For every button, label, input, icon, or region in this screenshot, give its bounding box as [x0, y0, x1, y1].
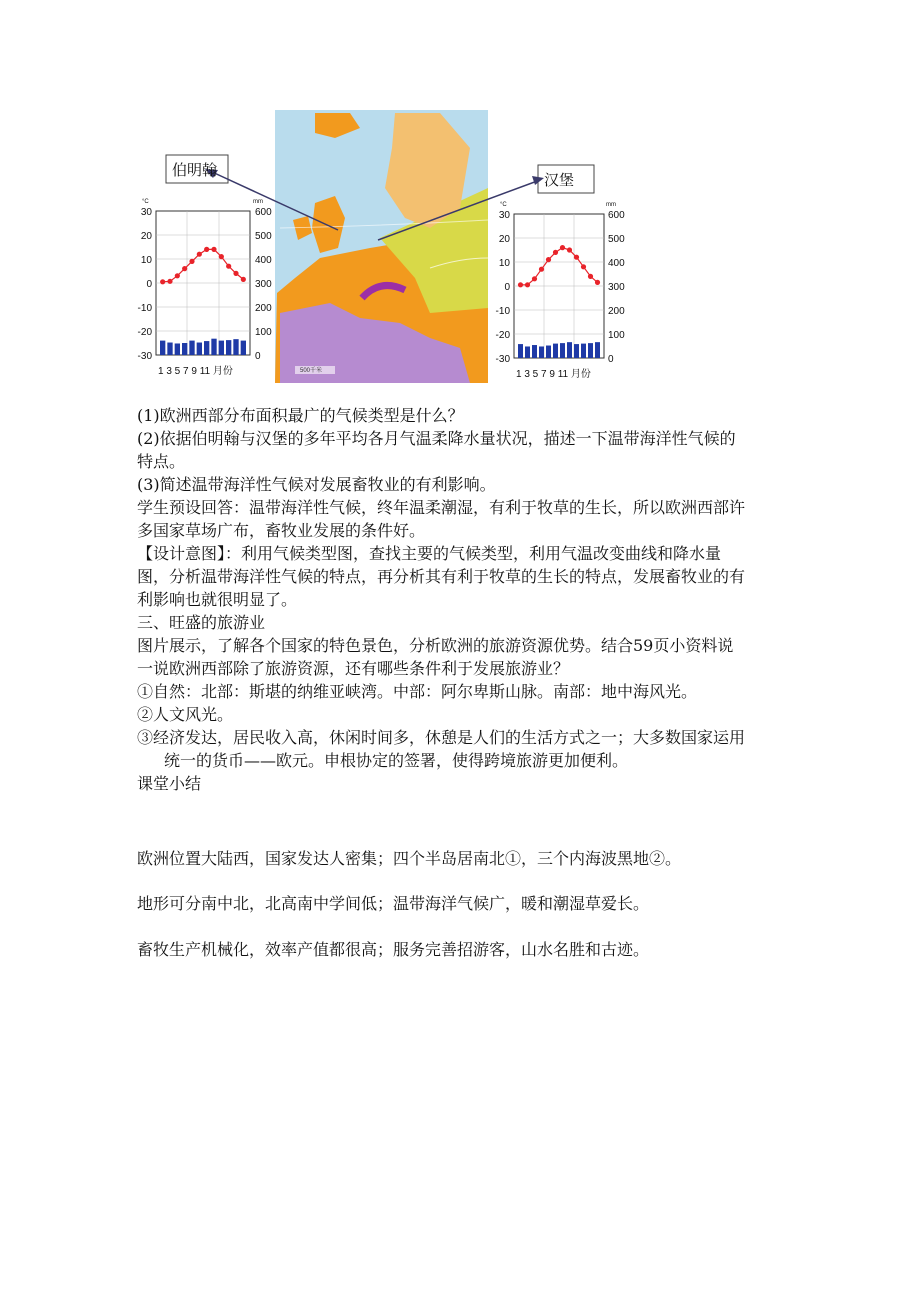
precipitation-bar — [546, 346, 551, 358]
design-intent-continued: 图，分析温带海洋性气候的特点，再分析其有利于牧草的生长的特点，发展畜牧业的有 — [137, 567, 746, 586]
precipitation-bar — [182, 343, 187, 355]
precipitation-bar — [241, 341, 246, 355]
temp-tick: 30 — [498, 210, 510, 221]
precipitation-bar — [581, 344, 586, 358]
precipitation-bar — [167, 343, 172, 355]
temperature-point — [518, 282, 523, 287]
hamburg-label: 汉堡 — [544, 172, 575, 189]
student-answer-continued: 多国家草场广布，畜牧业发展的条件好。 — [137, 521, 426, 540]
precip-tick: 600 — [255, 207, 272, 218]
temperature-point — [539, 267, 544, 272]
precipitation-bar — [518, 344, 523, 358]
temperature-point — [241, 277, 246, 282]
design-intent: 【设计意图】：利用气候类型图，查找主要的气候类型，利用气温改变曲线和降水量 — [137, 544, 722, 563]
tourism-intro: 图片展示，了解各个国家的特色景色，分析欧洲的旅游资源优势。结合59页小资料说 — [137, 636, 734, 655]
precipitation-bar — [588, 343, 593, 358]
precipitation-bar — [219, 341, 224, 355]
design-intent-end: 利影响也就很明显了。 — [137, 590, 298, 609]
precip-tick: 100 — [255, 327, 272, 338]
precipitation-bar — [532, 345, 537, 358]
summary-heading: 课堂小结 — [137, 774, 202, 793]
student-answer: 学生预设回答：温带海洋性气候，终年温柔潮湿，有利于牧草的生长，所以欧洲西部许 — [137, 498, 746, 517]
temp-tick: -10 — [495, 306, 510, 317]
temp-tick: -20 — [137, 327, 152, 338]
scale-bar-label: 500千米 — [300, 368, 323, 374]
birmingham-temp-axis — [138, 199, 153, 362]
tourism-point-3-continued: 统一的货币——欧元。申根协定的签署，使得跨境旅游更加便利。 — [164, 751, 629, 770]
temperature-point — [219, 254, 224, 259]
temp-tick: 30 — [140, 207, 152, 218]
temp-tick: 10 — [140, 255, 152, 266]
hamburg-month-axis: 1 3 5 7 9 11 月份 — [516, 369, 591, 380]
precip-tick: 0 — [608, 354, 614, 365]
tourism-point-2: ②人文风光。 — [137, 705, 234, 724]
temperature-point — [175, 273, 180, 278]
question-2-continued: 特点。 — [137, 452, 186, 471]
temperature-point — [160, 279, 165, 284]
precipitation-bar — [226, 340, 231, 355]
temp-tick: -10 — [137, 303, 152, 314]
temp-unit: °C — [142, 199, 149, 205]
temperature-point — [595, 280, 600, 285]
tourism-point-3: ③经济发达，居民收入高，休闲时间多，休憩是人们的生活方式之一；大多数国家运用 — [137, 728, 746, 747]
question-1: (1)欧洲西部分布面积最广的气候类型是什么？ — [137, 406, 464, 425]
birmingham-label: 伯明翰 — [172, 162, 218, 179]
temp-tick: -20 — [495, 330, 510, 341]
precip-tick: 100 — [608, 330, 625, 341]
temp-tick: -30 — [137, 351, 152, 362]
precip-tick: 400 — [255, 255, 272, 266]
temperature-point — [546, 257, 551, 262]
temp-tick: 0 — [504, 282, 510, 293]
hamburg-precip-axis — [606, 202, 625, 365]
precipitation-bar — [233, 339, 238, 355]
summary-verse: 地形可分南中北，北高南中学间低；温带海洋气候广，暖和潮湿草爱长。 — [137, 894, 650, 913]
temp-tick: 20 — [498, 234, 510, 245]
temp-tick: 10 — [498, 258, 510, 269]
precipitation-bar — [553, 344, 558, 358]
temperature-point — [553, 250, 558, 255]
summary-line-1 — [137, 847, 787, 870]
precip-unit: mm — [606, 202, 616, 208]
precip-tick: 300 — [255, 279, 272, 290]
temp-tick: 0 — [146, 279, 152, 290]
europe-climate-map — [275, 110, 488, 383]
question-3: (3)简述温带海洋性气候对发展畜牧业的有利影响。 — [137, 475, 496, 494]
precipitation-bar — [211, 339, 216, 355]
precipitation-bar — [567, 342, 572, 358]
birmingham-month-axis: 1 3 5 7 9 11 月份 — [158, 366, 233, 377]
precipitation-bar — [160, 341, 165, 355]
temperature-point — [189, 259, 194, 264]
temp-tick: 20 — [140, 231, 152, 242]
tourism-point-1: ①自然：北部：斯堪的纳维亚峡湾。中部：阿尔卑斯山脉。南部：地中海风光。 — [137, 682, 698, 701]
temperature-point — [567, 247, 572, 252]
precip-unit: mm — [253, 199, 263, 205]
temperature-point — [574, 255, 579, 260]
temperature-point — [197, 252, 202, 257]
birmingham-precip-axis — [253, 199, 272, 362]
precip-tick: 500 — [608, 234, 625, 245]
summary-verse: 欧洲位置大陆西，国家发达人密集；四个半岛居南北①，三个内海波黑地②。 — [137, 849, 682, 868]
temperature-point — [525, 282, 530, 287]
europe-climate-figure — [130, 108, 630, 398]
precip-tick: 500 — [255, 231, 272, 242]
temperature-point — [233, 271, 238, 276]
precip-tick: 400 — [608, 258, 625, 269]
precip-tick: 200 — [608, 306, 625, 317]
temp-unit: °C — [500, 202, 507, 208]
precip-tick: 600 — [608, 210, 625, 221]
precipitation-bar — [197, 343, 202, 355]
precipitation-bar — [539, 346, 544, 358]
hamburg-temp-axis — [496, 202, 511, 365]
summary-line-2 — [137, 892, 787, 915]
temp-tick: -30 — [495, 354, 510, 365]
question-2: (2)依据伯明翰与汉堡的多年平均各月气温柔降水量状况，描述一下温带海洋性气候的 — [137, 429, 736, 448]
tourism-intro-continued: 一说欧洲西部除了旅游资源，还有哪些条件利于发展旅游业？ — [137, 659, 570, 678]
temperature-point — [167, 279, 172, 284]
temperature-point — [532, 276, 537, 281]
temperature-point — [182, 266, 187, 271]
temperature-point — [560, 245, 565, 250]
temperature-point — [226, 264, 231, 269]
summary-line-3 — [137, 938, 787, 961]
temperature-point — [204, 247, 209, 252]
precipitation-bar — [175, 343, 180, 355]
precipitation-bar — [525, 346, 530, 358]
summary-verse: 畜牧生产机械化，效率产值都很高；服务完善招游客，山水名胜和古迹。 — [137, 940, 650, 959]
precipitation-bar — [560, 343, 565, 358]
precip-tick: 300 — [608, 282, 625, 293]
body-text — [137, 404, 787, 795]
precipitation-bar — [574, 344, 579, 358]
precip-tick: 0 — [255, 351, 261, 362]
temperature-point — [211, 247, 216, 252]
section-heading: 三、旺盛的旅游业 — [137, 613, 266, 632]
temperature-point — [581, 264, 586, 269]
temperature-point — [588, 274, 593, 279]
precipitation-bar — [204, 341, 209, 355]
precipitation-bar — [595, 342, 600, 358]
precip-tick: 200 — [255, 303, 272, 314]
precipitation-bar — [189, 341, 194, 355]
